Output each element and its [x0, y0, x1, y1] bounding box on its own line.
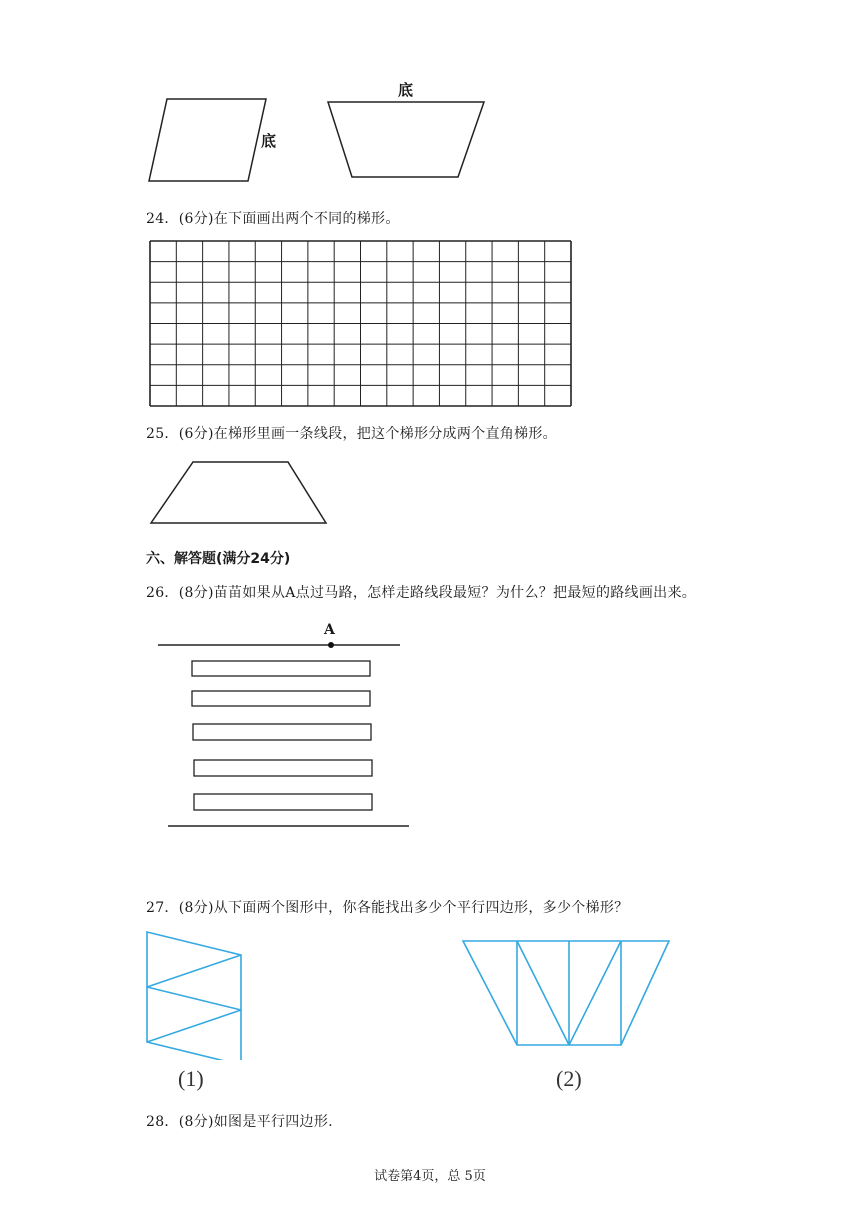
- figure-2: [463, 941, 669, 1045]
- point-a-label: A: [324, 622, 335, 638]
- question-24: 24．(6分)在下面画出两个不同的梯形。: [146, 211, 400, 227]
- figure-1: [147, 932, 241, 1060]
- question-26: 26．(8分)苗苗如果从A点过马路，怎样走路线段最短？为什么？把最短的路线画出来。: [146, 585, 697, 601]
- question-28: 28．(8分)如图是平行四边形.: [146, 1114, 333, 1130]
- figure-1-label: (1): [178, 1066, 204, 1091]
- question-27: 27．(8分)从下面两个图形中，你各能找出多少个平行四边形，多少个梯形？: [146, 900, 629, 916]
- page-footer: 试卷第4页，总 5页: [374, 1169, 486, 1184]
- figure-2-label: (2): [556, 1066, 582, 1091]
- trapezoid-base-label: 底: [398, 81, 414, 99]
- parallelogram-base-label: 底: [261, 132, 277, 150]
- section-title: 六、解答题(满分24分): [146, 551, 291, 567]
- question-25: 25．(6分)在梯形里画一条线段，把这个梯形分成两个直角梯形。: [146, 426, 557, 442]
